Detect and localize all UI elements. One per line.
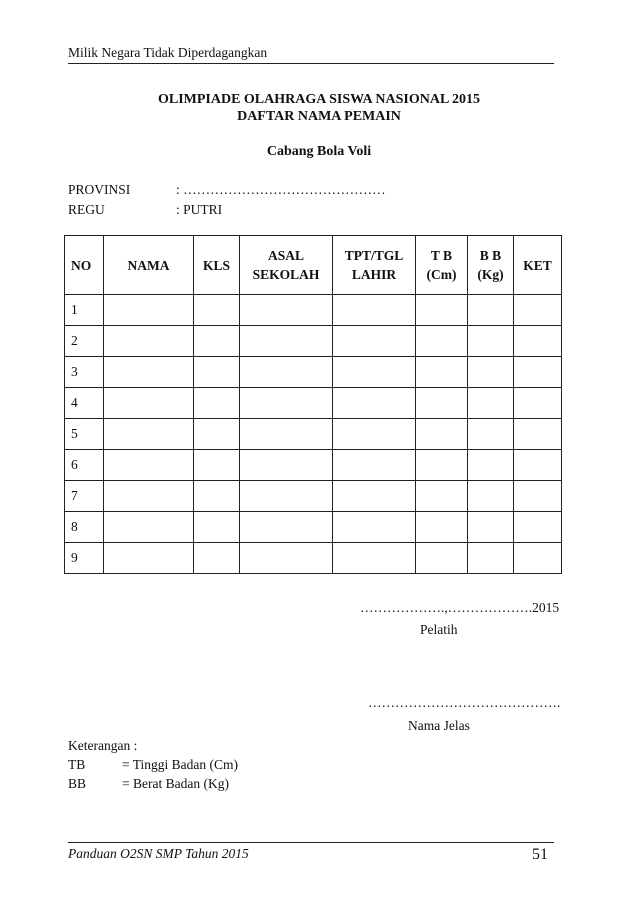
ket-cell xyxy=(514,357,562,388)
ket-cell xyxy=(514,450,562,481)
asal-sekolah-cell xyxy=(240,357,333,388)
nama-cell xyxy=(104,450,194,481)
tb-cell xyxy=(416,326,468,357)
kls-cell xyxy=(194,419,240,450)
kls-cell xyxy=(194,481,240,512)
column-header-asal-sekolah: ASAL SEKOLAH xyxy=(240,236,333,295)
document-subtitle: DAFTAR NAMA PEMAIN xyxy=(237,109,401,124)
asal-sekolah-cell xyxy=(240,481,333,512)
provinsi-value: : ……………………………………… xyxy=(176,182,386,197)
column-header-ket: KET xyxy=(514,236,562,295)
bb-cell xyxy=(468,295,514,326)
table-row xyxy=(65,388,562,419)
tb-cell xyxy=(416,512,468,543)
nama-cell xyxy=(104,419,194,450)
page-number: 51 xyxy=(532,846,548,863)
tpt-tgl-lahir-cell xyxy=(333,326,416,357)
row-number: 7 xyxy=(65,481,104,512)
row-number: 6 xyxy=(65,450,104,481)
column-header-tpt-tgl-lahir: TPT/TGL LAHIR xyxy=(333,236,416,295)
signature-name-label: Nama Jelas xyxy=(408,718,470,733)
table-row xyxy=(65,543,562,574)
tpt-tgl-lahir-cell xyxy=(333,419,416,450)
nama-cell xyxy=(104,512,194,543)
nama-cell xyxy=(104,357,194,388)
legend-definition: = Berat Badan (Kg) xyxy=(122,776,229,791)
nama-cell xyxy=(104,481,194,512)
signature-role: Pelatih xyxy=(420,622,458,637)
column-header-tinggi-badan: T B (Cm) xyxy=(416,236,468,295)
tpt-tgl-lahir-cell xyxy=(333,388,416,419)
asal-sekolah-cell xyxy=(240,295,333,326)
tpt-tgl-lahir-cell xyxy=(333,543,416,574)
tpt-tgl-lahir-cell xyxy=(333,357,416,388)
column-header-nama: NAMA xyxy=(104,236,194,295)
column-header-no: NO xyxy=(65,236,104,295)
tpt-tgl-lahir-cell xyxy=(333,295,416,326)
kls-cell xyxy=(194,543,240,574)
table-row xyxy=(65,481,562,512)
provinsi-label: PROVINSI xyxy=(68,182,131,197)
tb-cell xyxy=(416,295,468,326)
table-header-row xyxy=(65,236,562,295)
table-row xyxy=(65,326,562,357)
tb-cell xyxy=(416,481,468,512)
ket-cell xyxy=(514,419,562,450)
row-number: 9 xyxy=(65,543,104,574)
tb-cell xyxy=(416,419,468,450)
regu-label: REGU xyxy=(68,202,105,217)
bb-cell xyxy=(468,388,514,419)
nama-cell xyxy=(104,326,194,357)
signature-date-line: ……………….,……………….2015 xyxy=(360,600,560,615)
bb-cell xyxy=(468,357,514,388)
bb-cell xyxy=(468,450,514,481)
ket-cell xyxy=(514,512,562,543)
column-header-kls: KLS xyxy=(194,236,240,295)
header-divider xyxy=(68,63,554,64)
legend-title: Keterangan : xyxy=(68,738,138,753)
regu-value: : PUTRI xyxy=(176,202,223,217)
legend-definition: = Tinggi Badan (Cm) xyxy=(122,757,239,772)
asal-sekolah-cell xyxy=(240,326,333,357)
table-row xyxy=(65,295,562,326)
table-row xyxy=(65,357,562,388)
table-row xyxy=(65,419,562,450)
document-title: OLIMPIADE OLAHRAGA SISWA NASIONAL 2015 xyxy=(157,92,481,107)
row-number: 1 xyxy=(65,295,104,326)
player-roster-table xyxy=(64,235,562,574)
bb-cell xyxy=(468,512,514,543)
tpt-tgl-lahir-cell xyxy=(333,512,416,543)
ket-cell xyxy=(514,295,562,326)
ket-cell xyxy=(514,481,562,512)
tb-cell xyxy=(416,357,468,388)
ket-cell xyxy=(514,326,562,357)
row-number: 3 xyxy=(65,357,104,388)
asal-sekolah-cell xyxy=(240,512,333,543)
tb-cell xyxy=(416,388,468,419)
bb-cell xyxy=(468,481,514,512)
ket-cell xyxy=(514,543,562,574)
asal-sekolah-cell xyxy=(240,450,333,481)
kls-cell xyxy=(194,388,240,419)
asal-sekolah-cell xyxy=(240,388,333,419)
sport-branch-title: Cabang Bola Voli xyxy=(266,144,372,159)
kls-cell xyxy=(194,450,240,481)
column-header-berat-badan: B B (Kg) xyxy=(468,236,514,295)
bb-cell xyxy=(468,419,514,450)
kls-cell xyxy=(194,295,240,326)
asal-sekolah-cell xyxy=(240,419,333,450)
tb-cell xyxy=(416,450,468,481)
page-footer: Panduan O2SN SMP Tahun 2015 xyxy=(68,846,249,861)
tb-cell xyxy=(416,543,468,574)
asal-sekolah-cell xyxy=(240,543,333,574)
signature-name-line: ……………………………………. xyxy=(368,695,561,710)
table-row xyxy=(65,512,562,543)
table-row xyxy=(65,450,562,481)
tpt-tgl-lahir-cell xyxy=(333,481,416,512)
nama-cell xyxy=(104,388,194,419)
page-header: Milik Negara Tidak Diperdagangkan xyxy=(68,45,268,60)
legend-abbr: BB xyxy=(68,776,87,791)
nama-cell xyxy=(104,295,194,326)
ket-cell xyxy=(514,388,562,419)
kls-cell xyxy=(194,326,240,357)
kls-cell xyxy=(194,512,240,543)
bb-cell xyxy=(468,326,514,357)
bb-cell xyxy=(468,543,514,574)
legend-abbr: TB xyxy=(68,757,86,772)
tpt-tgl-lahir-cell xyxy=(333,450,416,481)
row-number: 8 xyxy=(65,512,104,543)
row-number: 4 xyxy=(65,388,104,419)
row-number: 2 xyxy=(65,326,104,357)
kls-cell xyxy=(194,357,240,388)
row-number: 5 xyxy=(65,419,104,450)
footer-divider xyxy=(68,842,554,843)
nama-cell xyxy=(104,543,194,574)
